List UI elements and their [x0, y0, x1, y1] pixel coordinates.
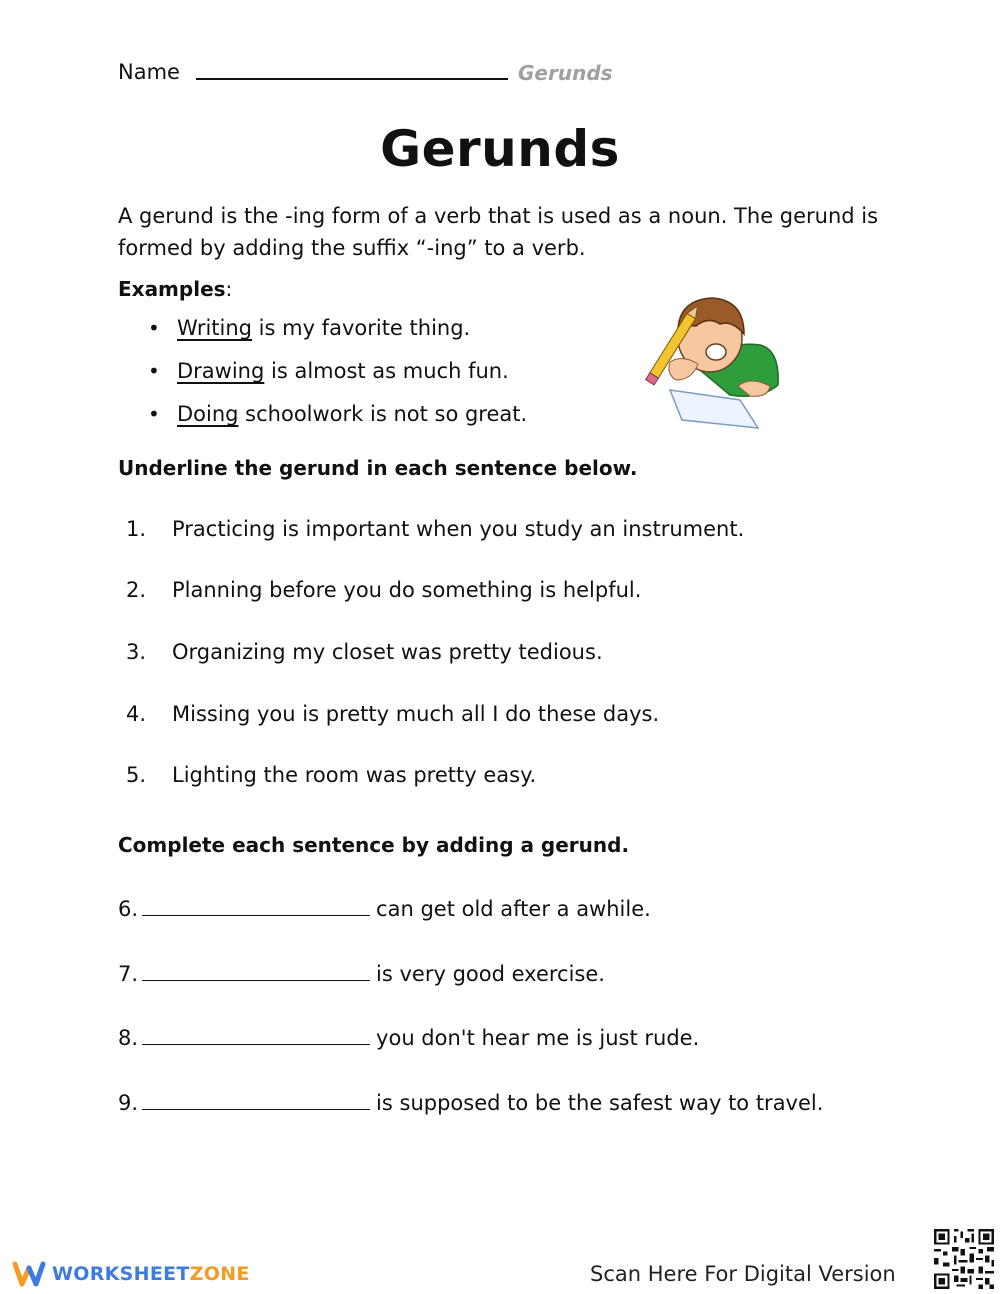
fill-in-item	[118, 962, 605, 986]
question-item	[126, 578, 641, 602]
question-item	[126, 640, 603, 664]
example-item	[148, 359, 527, 402]
example-rest: is my favorite thing.	[252, 316, 471, 340]
worksheetzone-logo[interactable]	[12, 1258, 250, 1290]
scan-caption: Scan Here For Digital Version	[590, 1262, 896, 1286]
example-gerund: Doing	[177, 402, 239, 426]
answer-blank[interactable]	[142, 1026, 370, 1045]
question-text: is very good exercise.	[376, 962, 605, 986]
examples-label-colon: :	[225, 277, 233, 301]
question-text[interactable]: Organizing my closet was pretty tedious.	[172, 640, 603, 664]
question-number: 6.	[118, 897, 139, 921]
question-text: you don't hear me is just rude.	[376, 1026, 700, 1050]
question-item	[126, 517, 744, 541]
worksheet-header	[118, 60, 638, 90]
section2-instruction: Complete each sentence by adding a gerund.	[118, 833, 630, 857]
question-item	[126, 702, 659, 726]
example-item	[148, 402, 527, 445]
example-item	[148, 316, 527, 359]
name-input-line[interactable]	[196, 78, 508, 80]
question-number: 7.	[118, 962, 139, 986]
question-item	[126, 763, 536, 787]
question-number: 4.	[126, 702, 147, 726]
fill-in-item	[118, 897, 651, 921]
examples-label-text: Examples	[118, 277, 226, 301]
header-subject: Gerunds	[518, 61, 613, 85]
examples-label	[118, 277, 232, 301]
question-text[interactable]: Planning before you do something is helpful.	[172, 578, 642, 602]
example-rest: is almost as much fun.	[264, 359, 509, 383]
question-text: can get old after a awhile.	[376, 897, 651, 921]
question-number: 3.	[126, 640, 147, 664]
question-number: 2.	[126, 578, 147, 602]
examples-list	[148, 316, 527, 445]
question-text: is supposed to be the safest way to travel.	[376, 1091, 824, 1115]
logo-text	[52, 1263, 250, 1285]
intro-paragraph: A gerund is the -ing form of a verb that is used as a noun. The gerund is formed by adding the suffix “-ing” to a verb.	[118, 204, 879, 260]
question-text[interactable]: Lighting the room was pretty easy.	[172, 763, 537, 787]
question-number: 8.	[118, 1026, 139, 1050]
example-gerund: Writing	[177, 316, 252, 340]
question-number: 1.	[126, 517, 147, 541]
page-title: Gerunds	[380, 120, 620, 178]
logo-word-zone: ZONE	[189, 1263, 250, 1285]
fill-in-item	[118, 1026, 699, 1050]
logo-w-icon	[12, 1260, 46, 1288]
question-number: 9.	[118, 1091, 139, 1115]
question-text[interactable]: Missing you is pretty much all I do these days.	[172, 702, 660, 726]
name-label: Name	[118, 60, 180, 84]
fill-in-item	[118, 1091, 823, 1115]
logo-word-worksheet: WORKSHEET	[52, 1263, 190, 1285]
question-number: 5.	[126, 763, 147, 787]
qr-code-icon[interactable]	[932, 1227, 996, 1291]
example-gerund: Drawing	[177, 359, 265, 383]
answer-blank[interactable]	[142, 962, 370, 981]
question-text[interactable]: Practicing is important when you study an instrument.	[172, 517, 745, 541]
answer-blank[interactable]	[142, 897, 370, 916]
answer-blank[interactable]	[142, 1091, 370, 1110]
section1-instruction: Underline the gerund in each sentence below.	[118, 456, 638, 480]
example-rest: schoolwork is not so great.	[238, 402, 528, 426]
child-writing-illustration	[640, 290, 790, 430]
